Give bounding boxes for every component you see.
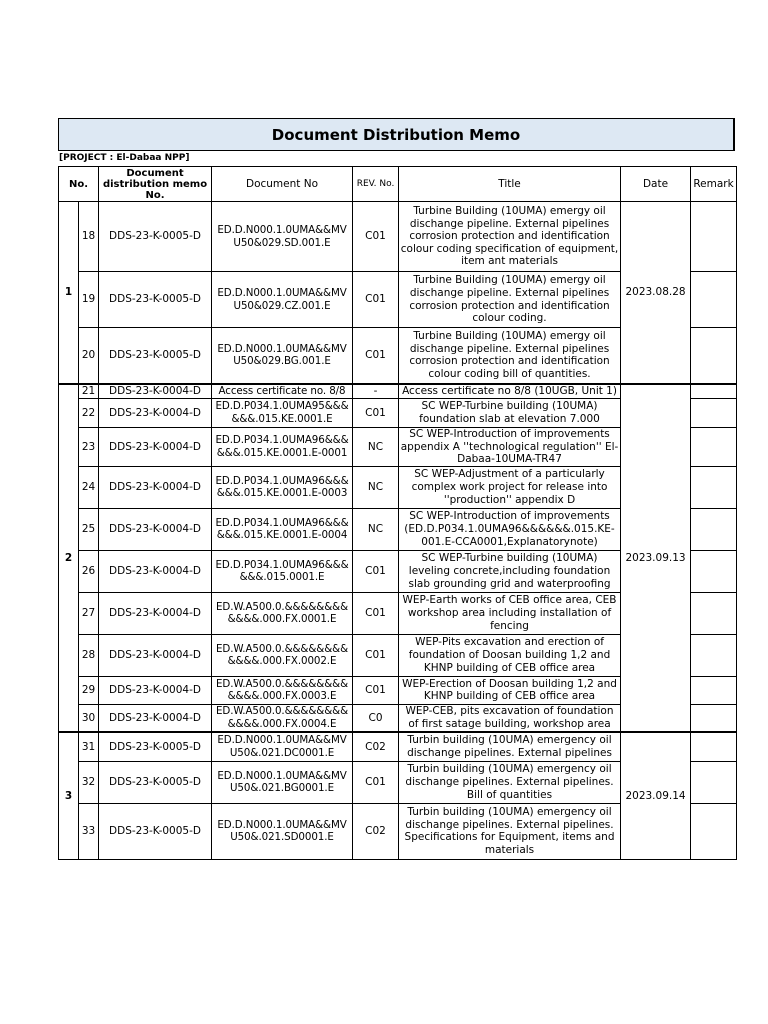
- memo-number: DDS-23-K-0005-D: [99, 761, 212, 803]
- header-title: Title: [399, 167, 621, 202]
- header-document-no: Document No: [212, 167, 353, 202]
- document-number: ED.D.P034.1.0UMA95&&& &&&.015.KE.0001.E: [212, 399, 353, 428]
- document-title: Turbine Building (10UMA) emergy oil dischange pipeline. External pipelines corrosion protection and identification colour coding specification of equipment, item ant materials: [399, 202, 621, 272]
- table-row: [59, 732, 737, 761]
- revision: C01: [353, 634, 399, 676]
- revision: C01: [353, 761, 399, 803]
- remark: [691, 399, 737, 428]
- row-number: 28: [79, 634, 99, 676]
- remark: [691, 550, 737, 592]
- revision: NC: [353, 508, 399, 550]
- memo-number: DDS-23-K-0005-D: [99, 272, 212, 328]
- document-title: Turbine Building (10UMA) emergy oil dischange pipeline. External pipelines corrosion protection and identification colour coding.: [399, 272, 621, 328]
- revision: -: [353, 384, 399, 399]
- row-number: 20: [79, 328, 99, 384]
- remark: [691, 732, 737, 761]
- table-header-row: [59, 167, 737, 202]
- document-title: Access certificate no 8/8 (10UGB, Unit 1): [399, 384, 621, 399]
- memo-number: DDS-23-K-0004-D: [99, 550, 212, 592]
- row-number: 21: [79, 384, 99, 399]
- revision: C02: [353, 732, 399, 761]
- remark: [691, 592, 737, 634]
- document-number: ED.W.A500.0.&&&&&&&& &&&&.000.FX.0003.E: [212, 676, 353, 704]
- memo-number: DDS-23-K-0004-D: [99, 466, 212, 508]
- document-title: SC WEP-Turbine building (10UMA) leveling concrete,including foundation slab grounding grid and waterproofing: [399, 550, 621, 592]
- table-row: [59, 202, 737, 272]
- memo-title: Document Distribution Memo: [271, 125, 521, 144]
- document-title: SC WEP-Adjustment of a particularly complex work project for release into ''production'' appendix D: [399, 466, 621, 508]
- row-number: 27: [79, 592, 99, 634]
- group-date: 2023.09.13: [621, 384, 691, 733]
- group-number: 2: [59, 384, 79, 733]
- remark: [691, 803, 737, 859]
- document-number: ED.D.N000.1.0UMA&&MV U50&.021.DC0001.E: [212, 732, 353, 761]
- remark: [691, 634, 737, 676]
- memo-number: DDS-23-K-0005-D: [99, 202, 212, 272]
- remark: [691, 676, 737, 704]
- document-number: ED.D.N000.1.0UMA&&MV U50&029.BG.001.E: [212, 328, 353, 384]
- row-number: 22: [79, 399, 99, 428]
- document-title: Turbin building (10UMA) emergency oil dischange pipelines. External pipelines: [399, 732, 621, 761]
- remark: [691, 328, 737, 384]
- document-number: ED.D.N000.1.0UMA&&MV U50&.021.BG0001.E: [212, 761, 353, 803]
- document-title: WEP-Erection of Doosan building 1,2 and KHNP building of CEB office area: [399, 676, 621, 704]
- memo-number: DDS-23-K-0004-D: [99, 428, 212, 467]
- remark: [691, 384, 737, 399]
- revision: C0: [353, 704, 399, 732]
- memo-number: DDS-23-K-0004-D: [99, 399, 212, 428]
- document-number: ED.D.P034.1.0UMA96&&& &&&.015.KE.0001.E-0004: [212, 508, 353, 550]
- memo-number: DDS-23-K-0005-D: [99, 732, 212, 761]
- document-title: SC WEP-Turbine building (10UMA) foundation slab at elevation 7.000: [399, 399, 621, 428]
- document-title: Turbine Building (10UMA) emergy oil dischange pipeline. External pipelines corrosion protection and identification colour coding bill of quantities.: [399, 328, 621, 384]
- memo-number: DDS-23-K-0004-D: [99, 634, 212, 676]
- group-number: 1: [59, 202, 79, 384]
- revision: C01: [353, 676, 399, 704]
- document-number: ED.D.P034.1.0UMA96&&& &&&.015.KE.0001.E-0001: [212, 428, 353, 467]
- revision: C01: [353, 328, 399, 384]
- memo-number: DDS-23-K-0004-D: [99, 704, 212, 732]
- revision: C01: [353, 202, 399, 272]
- document-title: SC WEP-Introduction of improvements appendix A ''technological regulation'' El-Dabaa-10UMA-TR47: [399, 428, 621, 467]
- revision: C01: [353, 399, 399, 428]
- group-number: 3: [59, 732, 79, 859]
- revision: C01: [353, 272, 399, 328]
- remark: [691, 202, 737, 272]
- memo-number: DDS-23-K-0004-D: [99, 508, 212, 550]
- revision: C01: [353, 592, 399, 634]
- remark: [691, 508, 737, 550]
- document-number: ED.D.N000.1.0UMA&&MV U50&029.SD.001.E: [212, 202, 353, 272]
- memo-number: DDS-23-K-0005-D: [99, 803, 212, 859]
- memo-title-bar: [58, 118, 735, 151]
- remark: [691, 704, 737, 732]
- document-title: WEP-CEB, pits excavation of foundation of first satage building, workshop area: [399, 704, 621, 732]
- document-number: ED.W.A500.0.&&&&&&&& &&&&.000.FX.0001.E: [212, 592, 353, 634]
- header-no: No.: [59, 167, 99, 202]
- document-title: WEP-Earth works of CEB office area, CEB workshop area including installation of fencing: [399, 592, 621, 634]
- header-date: Date: [621, 167, 691, 202]
- row-number: 24: [79, 466, 99, 508]
- row-number: 25: [79, 508, 99, 550]
- document-title: WEP-Pits excavation and erection of foundation of Doosan building 1,2 and KHNP building of CEB office area: [399, 634, 621, 676]
- document-title: Turbin building (10UMA) emergency oil dischange pipelines. External pipelines. Specifications for Equipment, items and materials: [399, 803, 621, 859]
- header-memo-no: Document distribution memo No.: [99, 167, 212, 202]
- remark: [691, 428, 737, 467]
- row-number: 30: [79, 704, 99, 732]
- row-number: 19: [79, 272, 99, 328]
- distribution-table: [58, 166, 737, 860]
- row-number: 23: [79, 428, 99, 467]
- memo-number: DDS-23-K-0005-D: [99, 328, 212, 384]
- project-label: [PROJECT : El-Dabaa NPP]: [59, 153, 190, 163]
- document-number: ED.D.P034.1.0UMA96&&& &&&.015.KE.0001.E-0003: [212, 466, 353, 508]
- header-remark: Remark: [691, 167, 737, 202]
- row-number: 26: [79, 550, 99, 592]
- document-number: ED.D.P034.1.0UMA96&&& &&&.015.0001.E: [212, 550, 353, 592]
- group-date: 2023.08.28: [621, 202, 691, 384]
- document-title: SC WEP-Introduction of improvements (ED.D.P034.1.0UMA96&&&&&&.015.KE-001.E-CCA0001,Explanatorynote): [399, 508, 621, 550]
- row-number: 32: [79, 761, 99, 803]
- revision: NC: [353, 466, 399, 508]
- row-number: 33: [79, 803, 99, 859]
- document-number: ED.D.N000.1.0UMA&&MV U50&.021.SD0001.E: [212, 803, 353, 859]
- memo-number: DDS-23-K-0004-D: [99, 592, 212, 634]
- row-number: 29: [79, 676, 99, 704]
- memo-number: DDS-23-K-0004-D: [99, 384, 212, 399]
- document-title: Turbin building (10UMA) emergency oil dischange pipelines. External pipelines. Bill of quantities: [399, 761, 621, 803]
- row-number: 31: [79, 732, 99, 761]
- document-number: Access certificate no. 8/8: [212, 384, 353, 399]
- document-number: ED.W.A500.0.&&&&&&&& &&&&.000.FX.0004.E: [212, 704, 353, 732]
- group-date: 2023.09.14: [621, 732, 691, 859]
- remark: [691, 466, 737, 508]
- memo-number: DDS-23-K-0004-D: [99, 676, 212, 704]
- document-number: ED.W.A500.0.&&&&&&&& &&&&.000.FX.0002.E: [212, 634, 353, 676]
- header-rev-no: REV. No.: [353, 167, 399, 202]
- revision: C02: [353, 803, 399, 859]
- document-number: ED.D.N000.1.0UMA&&MV U50&029.CZ.001.E: [212, 272, 353, 328]
- revision: NC: [353, 428, 399, 467]
- row-number: 18: [79, 202, 99, 272]
- table-row: [59, 384, 737, 399]
- remark: [691, 761, 737, 803]
- revision: C01: [353, 550, 399, 592]
- remark: [691, 272, 737, 328]
